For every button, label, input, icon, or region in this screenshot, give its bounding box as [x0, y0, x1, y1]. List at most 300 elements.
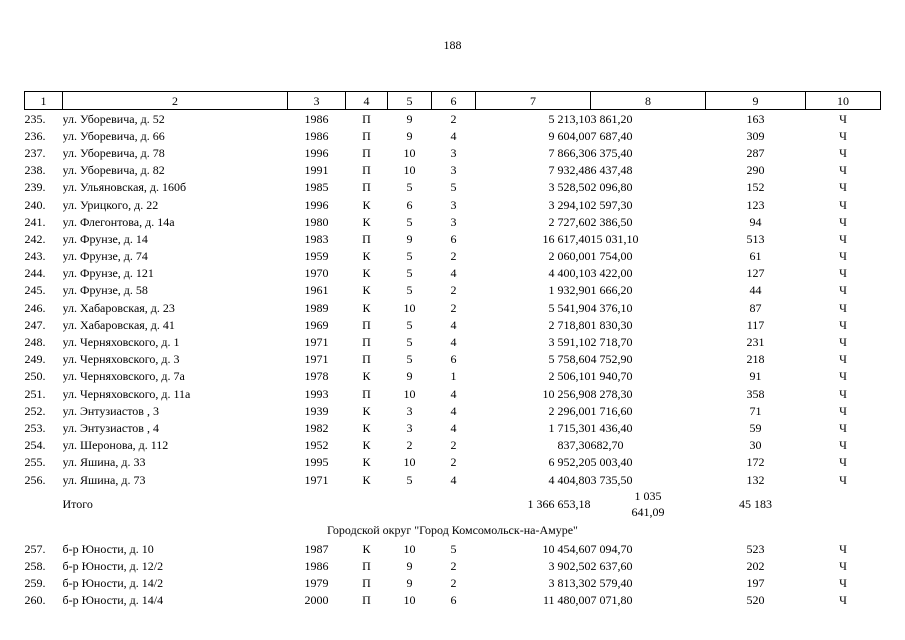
- floors-cell: 5: [406, 283, 413, 298]
- row-number-cell: 246.: [24, 300, 46, 315]
- status-cell: Ч: [839, 455, 847, 470]
- living-area-cell: 7 687,40: [590, 128, 633, 143]
- wall-type-cell: К: [362, 197, 371, 212]
- total-area-cell: 3 813,30: [548, 576, 591, 591]
- floors-cell: 10: [403, 593, 416, 608]
- table-row: [25, 471, 881, 488]
- status-cell: Ч: [839, 593, 847, 608]
- floors-cell: 3: [406, 403, 413, 418]
- table-row: [25, 557, 881, 574]
- total-area-cell: 2 718,80: [548, 317, 591, 332]
- total-area-cell: 1 932,90: [548, 283, 591, 298]
- row-number-cell: 247.: [24, 317, 46, 332]
- year-cell: 1996: [304, 145, 329, 160]
- status-cell: Ч: [839, 300, 847, 315]
- entrances-cell: 2: [450, 300, 457, 315]
- year-cell: 1959: [304, 249, 329, 264]
- header-row: [25, 92, 881, 110]
- address-cell: ул. Уборевича, д. 78: [62, 145, 165, 160]
- row-number-cell: 254.: [24, 438, 46, 453]
- total-area-cell: 3 528,50: [548, 180, 591, 195]
- residents-cell: 358: [746, 386, 765, 401]
- address-cell: ул. Черняховского, д. 1: [62, 335, 180, 350]
- page-number: 188: [443, 38, 462, 52]
- table-body-main: [25, 110, 881, 489]
- table-row: [25, 110, 881, 128]
- year-cell: 1987: [304, 541, 329, 556]
- year-cell: 1971: [304, 472, 329, 487]
- table-row: [25, 437, 881, 454]
- residents-cell: 218: [746, 352, 765, 367]
- wall-type-cell: К: [362, 300, 371, 315]
- total-label: Итого: [62, 497, 93, 512]
- living-area-cell: 2 096,80: [590, 180, 633, 195]
- address-cell: ул. Черняховского, д. 11а: [62, 386, 191, 401]
- living-area-cell: 4 376,10: [590, 300, 633, 315]
- entrances-cell: 4: [450, 386, 457, 401]
- table-body-section: [25, 540, 881, 609]
- residents-cell: 127: [746, 266, 765, 281]
- entrances-cell: 2: [450, 249, 457, 264]
- year-cell: 1986: [304, 558, 329, 573]
- table-row: [25, 144, 881, 161]
- residents-cell: 309: [746, 128, 765, 143]
- wall-type-cell: П: [362, 163, 371, 178]
- entrances-cell: 6: [450, 593, 457, 608]
- status-cell: Ч: [839, 231, 847, 246]
- total-area-cell: 837,30: [557, 438, 591, 453]
- year-cell: 1996: [304, 197, 329, 212]
- residents-cell: 197: [746, 576, 765, 591]
- total-area-cell: 7 932,48: [548, 163, 591, 178]
- table-row: [25, 540, 881, 557]
- floors-cell: 10: [403, 455, 416, 470]
- residents-cell: 30: [749, 438, 762, 453]
- residents-cell: 44: [749, 283, 762, 298]
- row-number-cell: 245.: [24, 283, 46, 298]
- total-area-cell: 3 294,10: [548, 197, 591, 212]
- row-number-cell: 253.: [24, 420, 46, 435]
- living-area-cell: 1 940,70: [590, 369, 633, 384]
- year-cell: 1983: [304, 231, 329, 246]
- status-cell: Ч: [839, 541, 847, 556]
- row-number-cell: 252.: [24, 403, 46, 418]
- residents-cell: 202: [746, 558, 765, 573]
- total-area-cell: 5 213,10: [548, 111, 591, 126]
- year-cell: 1939: [304, 403, 329, 418]
- residents-cell: 152: [746, 180, 765, 195]
- residents-cell: 287: [746, 145, 765, 160]
- floors-cell: 5: [406, 472, 413, 487]
- entrances-cell: 2: [450, 558, 457, 573]
- address-cell: ул. Ульяновская, д. 160б: [62, 180, 187, 195]
- row-number-cell: 257.: [24, 541, 46, 556]
- floors-cell: 2: [406, 438, 413, 453]
- year-cell: 1989: [304, 300, 329, 315]
- entrances-cell: 2: [450, 576, 457, 591]
- wall-type-cell: П: [362, 231, 371, 246]
- residents-cell: 523: [746, 541, 765, 556]
- column-header-5: 5: [388, 92, 432, 110]
- year-cell: 1969: [304, 317, 329, 332]
- column-header-1: 1: [25, 92, 63, 110]
- residents-cell: 117: [746, 317, 765, 332]
- total-area-cell: 11 480,00: [542, 593, 591, 608]
- wall-type-cell: П: [362, 593, 371, 608]
- status-cell: Ч: [839, 111, 847, 126]
- living-area-cell: 2 579,40: [590, 576, 633, 591]
- year-cell: 1993: [304, 386, 329, 401]
- total-area: 1 366 653,18: [527, 497, 591, 512]
- status-cell: Ч: [839, 403, 847, 418]
- wall-type-cell: К: [362, 266, 371, 281]
- address-cell: ул. Черняховского, д. 7а: [62, 369, 185, 384]
- living-area-cell: 2 597,30: [590, 197, 633, 212]
- wall-type-cell: К: [362, 438, 371, 453]
- row-number-cell: 238.: [24, 163, 46, 178]
- status-cell: Ч: [839, 266, 847, 281]
- floors-cell: 5: [406, 352, 413, 367]
- year-cell: 1980: [304, 214, 329, 229]
- wall-type-cell: П: [362, 352, 371, 367]
- residents-cell: 290: [746, 163, 765, 178]
- column-header-2: 2: [63, 92, 288, 110]
- row-number-cell: 259.: [24, 576, 46, 591]
- wall-type-cell: П: [362, 558, 371, 573]
- entrances-cell: 2: [450, 283, 457, 298]
- total-area-cell: 4 400,10: [548, 266, 591, 281]
- total-area-cell: 16 617,40: [542, 231, 591, 246]
- address-cell: ул. Уборевича, д. 52: [62, 111, 165, 126]
- row-number-cell: 243.: [24, 249, 46, 264]
- year-cell: 1982: [304, 420, 329, 435]
- residents-cell: 61: [749, 249, 762, 264]
- column-header-6: 6: [432, 92, 476, 110]
- entrances-cell: 4: [450, 472, 457, 487]
- table-row: [25, 333, 881, 350]
- status-cell: Ч: [839, 386, 847, 401]
- living-area-cell: 682,70: [590, 438, 624, 453]
- wall-type-cell: П: [362, 386, 371, 401]
- year-cell: 1985: [304, 180, 329, 195]
- residents-cell: 94: [749, 214, 762, 229]
- section-title: Городской округ "Город Комсомольск-на-Амуре": [327, 523, 578, 538]
- table-row: [25, 575, 881, 592]
- entrances-cell: 4: [450, 128, 457, 143]
- floors-cell: 9: [406, 128, 413, 143]
- section-heading-row: [25, 520, 881, 540]
- wall-type-cell: К: [362, 369, 371, 384]
- column-header-4: 4: [346, 92, 388, 110]
- entrances-cell: 5: [450, 541, 457, 556]
- wall-type-cell: К: [362, 420, 371, 435]
- living-area-cell: 2 718,70: [590, 335, 633, 350]
- total-row: [25, 488, 881, 520]
- entrances-cell: 2: [450, 455, 457, 470]
- status-cell: Ч: [839, 335, 847, 350]
- address-cell: ул. Черняховского, д. 3: [62, 352, 180, 367]
- living-area-cell: 2 637,60: [590, 558, 633, 573]
- table-row: [25, 385, 881, 402]
- floors-cell: 5: [406, 180, 413, 195]
- year-cell: 2000: [304, 593, 329, 608]
- entrances-cell: 3: [450, 163, 457, 178]
- table-row: [25, 265, 881, 282]
- floors-cell: 9: [406, 369, 413, 384]
- row-number-cell: 236.: [24, 128, 46, 143]
- residents-cell: 520: [746, 593, 765, 608]
- row-number-cell: 250.: [24, 369, 46, 384]
- address-cell: ул. Фрунзе, д. 14: [62, 231, 148, 246]
- row-number-cell: 237.: [24, 145, 46, 160]
- address-cell: ул. Энтузиастов , 4: [62, 420, 159, 435]
- residents-cell: 172: [746, 455, 765, 470]
- residents-cell: 91: [749, 369, 762, 384]
- floors-cell: 5: [406, 317, 413, 332]
- row-number-cell: 251.: [24, 386, 46, 401]
- status-cell: Ч: [839, 214, 847, 229]
- status-cell: Ч: [839, 128, 847, 143]
- wall-type-cell: П: [362, 335, 371, 350]
- year-cell: 1995: [304, 455, 329, 470]
- total-area-cell: 5 758,60: [548, 352, 591, 367]
- wall-type-cell: П: [362, 128, 371, 143]
- living-area-cell: 3 735,50: [590, 472, 633, 487]
- status-cell: Ч: [839, 558, 847, 573]
- table-row: [25, 402, 881, 419]
- table-row: [25, 316, 881, 333]
- row-number-cell: 240.: [24, 197, 46, 212]
- wall-type-cell: П: [362, 111, 371, 126]
- address-cell: ул. Фрунзе, д. 121: [62, 266, 154, 281]
- table-row: [25, 299, 881, 316]
- wall-type-cell: К: [362, 541, 371, 556]
- address-cell: ул. Шеронова, д. 112: [62, 438, 169, 453]
- address-cell: ул. Энтузиастов , 3: [62, 403, 159, 418]
- year-cell: 1961: [304, 283, 329, 298]
- row-number-cell: 260.: [24, 593, 46, 608]
- address-cell: ул. Яшина, д. 73: [62, 472, 146, 487]
- row-number-cell: 239.: [24, 180, 46, 195]
- totals-section: [25, 488, 881, 540]
- total-area-cell: 2 296,00: [548, 403, 591, 418]
- entrances-cell: 4: [450, 335, 457, 350]
- floors-cell: 10: [403, 145, 416, 160]
- address-cell: ул. Хабаровская, д. 23: [62, 300, 175, 315]
- floors-cell: 5: [406, 214, 413, 229]
- status-cell: Ч: [839, 369, 847, 384]
- status-cell: Ч: [839, 197, 847, 212]
- row-number-cell: 255.: [24, 455, 46, 470]
- entrances-cell: 4: [450, 266, 457, 281]
- living-area-cell: 3 422,00: [590, 266, 633, 281]
- wall-type-cell: К: [362, 283, 371, 298]
- status-cell: Ч: [839, 283, 847, 298]
- address-cell: б-р Юности, д. 12/2: [62, 558, 164, 573]
- year-cell: 1991: [304, 163, 329, 178]
- row-number-cell: 244.: [24, 266, 46, 281]
- table-row: [25, 592, 881, 609]
- column-header-10: 10: [806, 92, 881, 110]
- row-number-cell: 242.: [24, 231, 46, 246]
- total-area-cell: 10 256,90: [542, 386, 591, 401]
- total-area-cell: 2 506,10: [548, 369, 591, 384]
- wall-type-cell: П: [362, 317, 371, 332]
- address-cell: б-р Юности, д. 10: [62, 541, 154, 556]
- address-cell: ул. Хабаровская, д. 41: [62, 317, 175, 332]
- total-area-cell: 1 715,30: [548, 420, 591, 435]
- residents-cell: 231: [746, 335, 765, 350]
- row-number-cell: 258.: [24, 558, 46, 573]
- year-cell: 1970: [304, 266, 329, 281]
- status-cell: Ч: [839, 576, 847, 591]
- residents-cell: 513: [746, 231, 765, 246]
- column-header-3: 3: [288, 92, 346, 110]
- column-header-7: 7: [476, 92, 591, 110]
- total-area-cell: 2 060,00: [548, 249, 591, 264]
- living-area-cell: 1 436,40: [590, 420, 633, 435]
- column-header-8: 8: [591, 92, 706, 110]
- row-number-cell: 235.: [24, 111, 46, 126]
- total-area-cell: 5 541,90: [548, 300, 591, 315]
- total-residents: 45 183: [739, 497, 772, 512]
- floors-cell: 3: [406, 420, 413, 435]
- table-row: [25, 162, 881, 179]
- floors-cell: 5: [406, 266, 413, 281]
- floors-cell: 6: [406, 197, 413, 212]
- wall-type-cell: К: [362, 455, 371, 470]
- total-area-cell: 10 454,60: [542, 541, 591, 556]
- table-row: [25, 127, 881, 144]
- year-cell: 1986: [304, 111, 329, 126]
- address-cell: ул. Флегонтова, д. 14а: [62, 214, 175, 229]
- status-cell: Ч: [839, 438, 847, 453]
- living-area-cell: 1 830,30: [590, 317, 633, 332]
- housing-table: [24, 91, 881, 609]
- wall-type-cell: К: [362, 472, 371, 487]
- entrances-cell: 3: [450, 214, 457, 229]
- living-area-cell: 6 437,48: [590, 163, 633, 178]
- living-area-cell: 4 752,90: [590, 352, 633, 367]
- entrances-cell: 4: [450, 403, 457, 418]
- floors-cell: 10: [403, 300, 416, 315]
- year-cell: 1971: [304, 352, 329, 367]
- total-living-area-line1: 1 035: [634, 489, 662, 504]
- row-number-cell: 256.: [24, 472, 46, 487]
- address-cell: ул. Фрунзе, д. 74: [62, 249, 148, 264]
- entrances-cell: 3: [450, 145, 457, 160]
- living-area-cell: 1 754,00: [590, 249, 633, 264]
- total-area-cell: 3 902,50: [548, 558, 591, 573]
- status-cell: Ч: [839, 317, 847, 332]
- floors-cell: 9: [406, 558, 413, 573]
- floors-cell: 9: [406, 111, 413, 126]
- entrances-cell: 6: [450, 352, 457, 367]
- year-cell: 1952: [304, 438, 329, 453]
- total-area-cell: 4 404,80: [548, 472, 591, 487]
- total-area-cell: 7 866,30: [548, 145, 591, 160]
- address-cell: б-р Юности, д. 14/2: [62, 576, 164, 591]
- wall-type-cell: К: [362, 249, 371, 264]
- year-cell: 1978: [304, 369, 329, 384]
- residents-cell: 132: [746, 472, 765, 487]
- address-cell: ул. Яшина, д. 33: [62, 455, 146, 470]
- living-area-cell: 3 861,20: [590, 111, 633, 126]
- address-cell: б-р Юности, д. 14/4: [62, 593, 164, 608]
- entrances-cell: 2: [450, 438, 457, 453]
- entrances-cell: 1: [450, 369, 457, 384]
- address-cell: ул. Фрунзе, д. 58: [62, 283, 148, 298]
- total-area-cell: 2 727,60: [548, 214, 591, 229]
- table-row: [25, 368, 881, 385]
- living-area-cell: 6 375,40: [590, 145, 633, 160]
- status-cell: Ч: [839, 163, 847, 178]
- entrances-cell: 4: [450, 317, 457, 332]
- residents-cell: 87: [749, 300, 762, 315]
- table-row: [25, 282, 881, 299]
- entrances-cell: 4: [450, 420, 457, 435]
- living-area-cell: 5 003,40: [590, 455, 633, 470]
- status-cell: Ч: [839, 249, 847, 264]
- wall-type-cell: П: [362, 180, 371, 195]
- wall-type-cell: К: [362, 214, 371, 229]
- total-living-area: [591, 488, 706, 520]
- status-cell: Ч: [839, 420, 847, 435]
- living-area-cell: 15 031,10: [590, 231, 639, 246]
- floors-cell: 9: [406, 576, 413, 591]
- total-area-cell: 3 591,10: [548, 335, 591, 350]
- address-cell: ул. Урицкого, д. 22: [62, 197, 159, 212]
- row-number-cell: 248.: [24, 335, 46, 350]
- table-row: [25, 179, 881, 196]
- table-row: [25, 248, 881, 265]
- residents-cell: 59: [749, 420, 762, 435]
- year-cell: 1979: [304, 576, 329, 591]
- floors-cell: 5: [406, 249, 413, 264]
- total-area-cell: 6 952,20: [548, 455, 591, 470]
- year-cell: 1971: [304, 335, 329, 350]
- wall-type-cell: П: [362, 576, 371, 591]
- status-cell: Ч: [839, 352, 847, 367]
- floors-cell: 5: [406, 335, 413, 350]
- entrances-cell: 3: [450, 197, 457, 212]
- living-area-cell: 7 094,70: [590, 541, 633, 556]
- floors-cell: 10: [403, 541, 416, 556]
- entrances-cell: 6: [450, 231, 457, 246]
- address-cell: ул. Уборевича, д. 66: [62, 128, 165, 143]
- address-cell: ул. Уборевича, д. 82: [62, 163, 165, 178]
- floors-cell: 9: [406, 231, 413, 246]
- table-row: [25, 419, 881, 436]
- floors-cell: 10: [403, 163, 416, 178]
- entrances-cell: 5: [450, 180, 457, 195]
- row-number-cell: 241.: [24, 214, 46, 229]
- row-number-cell: 249.: [24, 352, 46, 367]
- residents-cell: 71: [749, 403, 762, 418]
- status-cell: Ч: [839, 145, 847, 160]
- living-area-cell: 7 071,80: [590, 593, 633, 608]
- status-cell: Ч: [839, 472, 847, 487]
- status-cell: Ч: [839, 180, 847, 195]
- residents-cell: 163: [746, 111, 765, 126]
- year-cell: 1986: [304, 128, 329, 143]
- living-area-cell: 2 386,50: [590, 214, 633, 229]
- total-living-area-line2: 641,09: [631, 505, 665, 520]
- living-area-cell: 1 716,60: [590, 403, 633, 418]
- table-row: [25, 454, 881, 471]
- table-row: [25, 213, 881, 230]
- wall-type-cell: П: [362, 145, 371, 160]
